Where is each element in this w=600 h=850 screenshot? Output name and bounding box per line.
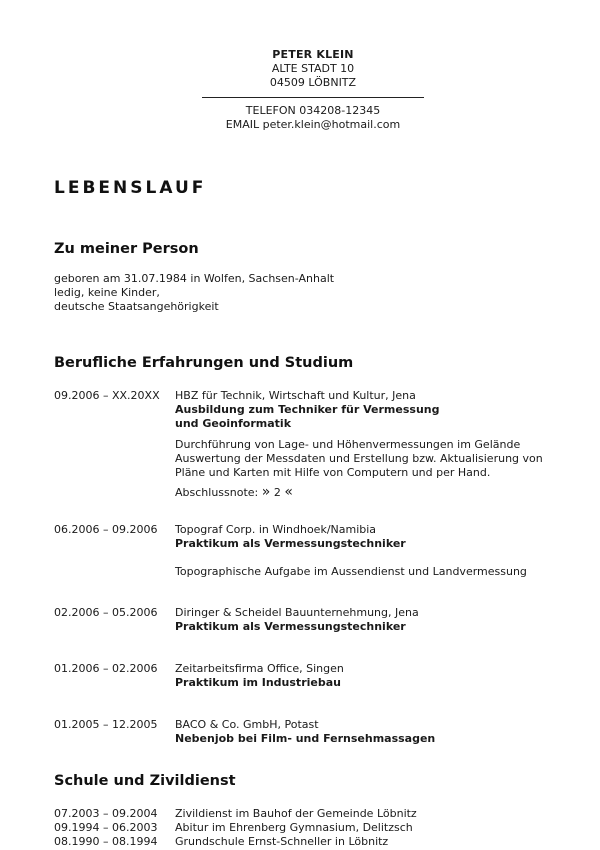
school-date: 09.1994 – 06.2003	[54, 821, 158, 834]
entry-organisation: BACO & Co. GmbH, Potast	[175, 718, 319, 731]
entry-date: 09.2006 – XX.20XX	[54, 389, 160, 402]
entry-description: Topographische Aufgabe im Aussendienst und Landvermessung	[175, 565, 527, 578]
entry-date: 06.2006 – 09.2006	[54, 523, 158, 536]
contact-header	[202, 48, 424, 132]
entry-date: 01.2006 – 02.2006	[54, 662, 158, 675]
entry-role: Praktikum als Vermessungstechniker	[175, 537, 406, 550]
entry-date: 02.2006 – 05.2006	[54, 606, 158, 619]
person-birth: geboren am 31.07.1984 in Wolfen, Sachsen-Anhalt	[54, 272, 335, 285]
grade-label: Abschlussnote:	[175, 486, 259, 499]
school-date: 07.2003 – 09.2004	[54, 807, 158, 820]
school-description: Abitur im Ehrenberg Gymnasium, Delitzsch	[175, 821, 413, 834]
entry-organisation: Topograf Corp. in Windhoek/Namibia	[175, 523, 377, 536]
entry-body	[175, 718, 575, 746]
person-nationality: deutsche Staatsangehörigkeit	[54, 300, 219, 313]
entry-organisation: HBZ für Technik, Wirtschaft und Kultur, Jena	[175, 389, 416, 402]
entry-role: Nebenjob bei Film- und Fernsehmassagen	[175, 732, 436, 745]
entry-organisation: Zeitarbeitsfirma Office, Singen	[175, 662, 344, 675]
entry-body	[175, 389, 575, 500]
address-street: ALTE STADT 10	[271, 62, 355, 75]
person-details	[54, 272, 334, 314]
school-entry	[54, 807, 574, 821]
contact-phone: TELEFON 034208-12345	[245, 104, 381, 117]
entry-body	[175, 523, 575, 579]
entry-body	[175, 662, 575, 690]
section-heading-person: Zu meiner Person	[54, 241, 199, 257]
school-entry	[54, 821, 574, 835]
entry-role: Praktikum im Industriebau	[175, 676, 341, 689]
school-entry	[54, 835, 574, 849]
document-title: LEBENSLAUF	[54, 178, 207, 198]
contact-email: EMAIL peter.klein@hotmail.com	[225, 118, 401, 131]
grade-open-quote: »	[261, 484, 271, 500]
entry-grade	[175, 485, 575, 500]
entry-role-continued: und Geoinformatik	[175, 417, 292, 430]
entry-organisation: Diringer & Scheidel Bauunternehmung, Jena	[175, 606, 419, 619]
school-description: Zivildienst im Bauhof der Gemeinde Löbnitz	[175, 807, 417, 820]
entry-date: 01.2005 – 12.2005	[54, 718, 158, 731]
grade-close-quote: «	[284, 484, 293, 500]
section-heading-school: Schule und Zivildienst	[54, 773, 236, 789]
school-date: 08.1990 – 08.1994	[54, 835, 158, 848]
entry-body	[175, 606, 575, 634]
section-heading-experience: Berufliche Erfahrungen und Studium	[54, 355, 354, 371]
school-description: Grundschule Ernst-Schneller in Löbnitz	[175, 835, 389, 848]
entry-role: Praktikum als Vermessungstechniker	[175, 620, 406, 633]
entry-description: Durchführung von Lage- und Höhenvermessungen im Gelände Auswertung der Messdaten und Erstellung bzw. Aktualisierung von Pläne und Karten mit Hilfe von Computern und per Hand.	[175, 438, 543, 479]
grade-value: 2	[273, 486, 281, 499]
applicant-name: PETER KLEIN	[272, 48, 354, 61]
person-family-status: ledig, keine Kinder,	[54, 286, 160, 299]
entry-role: Ausbildung zum Techniker für Vermessung	[175, 403, 440, 416]
address-city: 04509 LÖBNITZ	[269, 76, 357, 89]
header-divider	[202, 97, 424, 98]
